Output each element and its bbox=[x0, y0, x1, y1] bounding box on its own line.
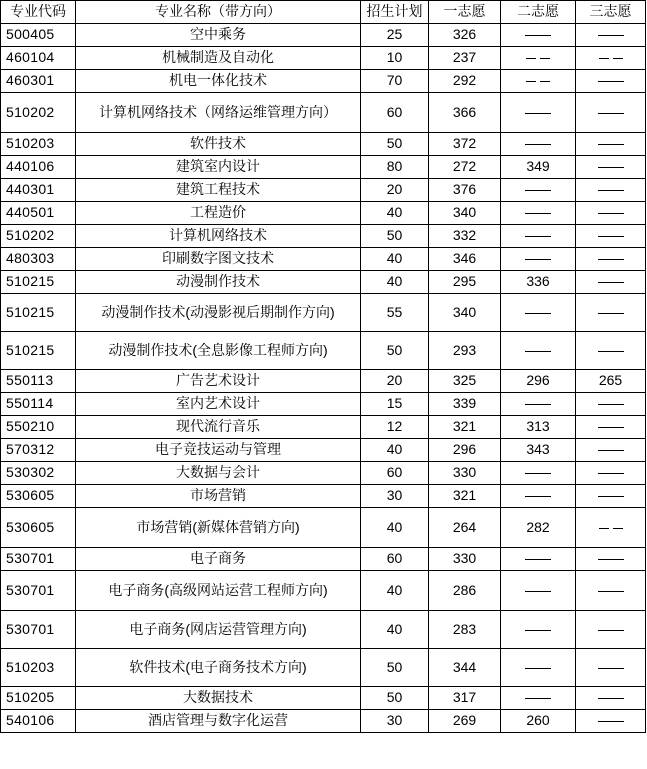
enrollment-plan-cell: 60 bbox=[361, 548, 429, 571]
table-row bbox=[1, 179, 646, 202]
enrollment-plan-cell: 50 bbox=[361, 687, 429, 710]
major-code-cell: 510215 bbox=[1, 271, 76, 294]
table-row bbox=[1, 93, 646, 133]
major-name-cell: 广告艺术设计 bbox=[76, 370, 361, 393]
header-major-code: 专业代码 bbox=[1, 1, 76, 24]
third-choice-cell bbox=[576, 393, 646, 416]
no-score-dash bbox=[598, 712, 624, 728]
third-choice-cell bbox=[576, 462, 646, 485]
second-choice-cell bbox=[501, 485, 576, 508]
major-code-cell: 440501 bbox=[1, 202, 76, 225]
second-choice-cell bbox=[501, 294, 576, 332]
table-row bbox=[1, 156, 646, 179]
second-choice-cell bbox=[501, 248, 576, 271]
second-choice-cell bbox=[501, 687, 576, 710]
second-choice-cell bbox=[501, 649, 576, 687]
second-choice-cell: 349 bbox=[501, 156, 576, 179]
first-choice-cell: 346 bbox=[429, 248, 501, 271]
third-choice-cell bbox=[576, 485, 646, 508]
second-choice-cell bbox=[501, 225, 576, 248]
second-choice-cell bbox=[501, 332, 576, 370]
major-code-cell: 510215 bbox=[1, 294, 76, 332]
major-name-cell: 软件技术(电子商务技术方向) bbox=[76, 649, 361, 687]
enrollment-plan-cell: 40 bbox=[361, 248, 429, 271]
major-code-cell: 460301 bbox=[1, 70, 76, 93]
no-score-dash bbox=[525, 487, 551, 503]
major-name-cell: 酒店管理与数字化运营 bbox=[76, 710, 361, 733]
no-score-dash bbox=[525, 621, 551, 637]
table-row bbox=[1, 271, 646, 294]
no-score-dash bbox=[525, 304, 551, 320]
no-score-dash bbox=[525, 204, 551, 220]
no-score-dash bbox=[525, 582, 551, 598]
enrollment-plan-cell: 50 bbox=[361, 225, 429, 248]
major-code-cell: 530302 bbox=[1, 462, 76, 485]
first-choice-cell: 317 bbox=[429, 687, 501, 710]
major-name-cell: 市场营销 bbox=[76, 485, 361, 508]
no-score-dash bbox=[525, 659, 551, 675]
major-code-cell: 510205 bbox=[1, 687, 76, 710]
major-name-cell: 电子商务(网店运营管理方向) bbox=[76, 611, 361, 649]
table-row bbox=[1, 294, 646, 332]
header-major-name: 专业名称（带方向） bbox=[76, 1, 361, 24]
table-row bbox=[1, 47, 646, 70]
major-name-cell: 软件技术 bbox=[76, 133, 361, 156]
major-code-cell: 570312 bbox=[1, 439, 76, 462]
first-choice-cell: 340 bbox=[429, 202, 501, 225]
first-choice-cell: 325 bbox=[429, 370, 501, 393]
major-code-cell: 510203 bbox=[1, 649, 76, 687]
second-choice-cell bbox=[501, 462, 576, 485]
second-choice-cell: 313 bbox=[501, 416, 576, 439]
no-score-dash bbox=[597, 519, 625, 535]
first-choice-cell: 237 bbox=[429, 47, 501, 70]
no-score-dash bbox=[598, 550, 624, 566]
no-score-dash bbox=[525, 227, 551, 243]
major-name-cell: 电子商务(高级网站运营工程师方向) bbox=[76, 571, 361, 611]
enrollment-plan-cell: 40 bbox=[361, 571, 429, 611]
first-choice-cell: 321 bbox=[429, 416, 501, 439]
enrollment-plan-cell: 50 bbox=[361, 649, 429, 687]
table-row bbox=[1, 225, 646, 248]
header-row bbox=[1, 1, 646, 24]
table-row bbox=[1, 133, 646, 156]
enrollment-plan-cell: 60 bbox=[361, 462, 429, 485]
major-code-cell: 550113 bbox=[1, 370, 76, 393]
third-choice-cell bbox=[576, 332, 646, 370]
major-code-cell: 500405 bbox=[1, 24, 76, 47]
no-score-dash bbox=[598, 181, 624, 197]
enrollment-plan-cell: 80 bbox=[361, 156, 429, 179]
major-code-cell: 510202 bbox=[1, 225, 76, 248]
no-score-dash bbox=[525, 181, 551, 197]
no-score-dash bbox=[598, 418, 624, 434]
no-score-dash bbox=[524, 72, 552, 88]
first-choice-cell: 295 bbox=[429, 271, 501, 294]
second-choice-cell bbox=[501, 133, 576, 156]
third-choice-cell bbox=[576, 179, 646, 202]
no-score-dash bbox=[597, 49, 625, 65]
no-score-dash bbox=[524, 49, 552, 65]
enrollment-plan-cell: 30 bbox=[361, 710, 429, 733]
no-score-dash bbox=[525, 550, 551, 566]
second-choice-cell bbox=[501, 47, 576, 70]
enrollment-plan-cell: 50 bbox=[361, 332, 429, 370]
second-choice-cell bbox=[501, 202, 576, 225]
table-row bbox=[1, 416, 646, 439]
no-score-dash bbox=[598, 104, 624, 120]
no-score-dash bbox=[598, 659, 624, 675]
third-choice-cell bbox=[576, 248, 646, 271]
no-score-dash bbox=[525, 104, 551, 120]
first-choice-cell: 326 bbox=[429, 24, 501, 47]
third-choice-cell bbox=[576, 416, 646, 439]
major-name-cell: 大数据与会计 bbox=[76, 462, 361, 485]
enrollment-plan-cell: 50 bbox=[361, 133, 429, 156]
enrollment-plan-cell: 60 bbox=[361, 93, 429, 133]
major-name-cell: 建筑工程技术 bbox=[76, 179, 361, 202]
table-row bbox=[1, 248, 646, 271]
first-choice-cell: 286 bbox=[429, 571, 501, 611]
second-choice-cell: 260 bbox=[501, 710, 576, 733]
third-choice-cell bbox=[576, 508, 646, 548]
major-code-cell: 440106 bbox=[1, 156, 76, 179]
third-choice-cell bbox=[576, 24, 646, 47]
table-row bbox=[1, 439, 646, 462]
third-choice-cell bbox=[576, 70, 646, 93]
table-row bbox=[1, 70, 646, 93]
enrollment-plan-cell: 20 bbox=[361, 370, 429, 393]
third-choice-cell bbox=[576, 294, 646, 332]
table-row bbox=[1, 485, 646, 508]
first-choice-cell: 372 bbox=[429, 133, 501, 156]
table-row bbox=[1, 571, 646, 611]
table-row bbox=[1, 649, 646, 687]
table-row bbox=[1, 462, 646, 485]
first-choice-cell: 340 bbox=[429, 294, 501, 332]
first-choice-cell: 339 bbox=[429, 393, 501, 416]
enrollment-plan-cell: 40 bbox=[361, 439, 429, 462]
table-row bbox=[1, 393, 646, 416]
no-score-dash bbox=[598, 273, 624, 289]
no-score-dash bbox=[598, 395, 624, 411]
major-name-cell: 印刷数字图文技术 bbox=[76, 248, 361, 271]
no-score-dash bbox=[598, 227, 624, 243]
major-code-cell: 530701 bbox=[1, 548, 76, 571]
third-choice-cell bbox=[576, 93, 646, 133]
major-code-cell: 550210 bbox=[1, 416, 76, 439]
first-choice-cell: 376 bbox=[429, 179, 501, 202]
enrollment-plan-cell: 40 bbox=[361, 202, 429, 225]
table-row bbox=[1, 332, 646, 370]
second-choice-cell bbox=[501, 611, 576, 649]
major-code-cell: 510203 bbox=[1, 133, 76, 156]
no-score-dash bbox=[598, 689, 624, 705]
no-score-dash bbox=[598, 304, 624, 320]
major-name-cell: 建筑室内设计 bbox=[76, 156, 361, 179]
first-choice-cell: 332 bbox=[429, 225, 501, 248]
second-choice-cell bbox=[501, 24, 576, 47]
third-choice-cell bbox=[576, 225, 646, 248]
third-choice-cell bbox=[576, 571, 646, 611]
first-choice-cell: 344 bbox=[429, 649, 501, 687]
first-choice-cell: 330 bbox=[429, 548, 501, 571]
second-choice-cell bbox=[501, 93, 576, 133]
table-row bbox=[1, 710, 646, 733]
third-choice-cell bbox=[576, 439, 646, 462]
major-code-cell: 510202 bbox=[1, 93, 76, 133]
third-choice-cell bbox=[576, 202, 646, 225]
table-row bbox=[1, 548, 646, 571]
second-choice-cell: 336 bbox=[501, 271, 576, 294]
second-choice-cell bbox=[501, 548, 576, 571]
major-name-cell: 动漫制作技术(动漫影视后期制作方向) bbox=[76, 294, 361, 332]
second-choice-cell bbox=[501, 393, 576, 416]
no-score-dash bbox=[525, 26, 551, 42]
table-row bbox=[1, 202, 646, 225]
major-code-cell: 530701 bbox=[1, 611, 76, 649]
no-score-dash bbox=[598, 158, 624, 174]
second-choice-cell bbox=[501, 571, 576, 611]
no-score-dash bbox=[598, 441, 624, 457]
no-score-dash bbox=[598, 582, 624, 598]
major-name-cell: 计算机网络技术（网络运维管理方向） bbox=[76, 93, 361, 133]
major-code-cell: 540106 bbox=[1, 710, 76, 733]
no-score-dash bbox=[598, 487, 624, 503]
no-score-dash bbox=[598, 621, 624, 637]
enrollment-plan-cell: 30 bbox=[361, 485, 429, 508]
major-code-cell: 480303 bbox=[1, 248, 76, 271]
enrollment-plan-cell: 20 bbox=[361, 179, 429, 202]
major-name-cell: 室内艺术设计 bbox=[76, 393, 361, 416]
second-choice-cell bbox=[501, 179, 576, 202]
major-name-cell: 计算机网络技术 bbox=[76, 225, 361, 248]
third-choice-cell bbox=[576, 710, 646, 733]
first-choice-cell: 366 bbox=[429, 93, 501, 133]
major-name-cell: 动漫制作技术(全息影像工程师方向) bbox=[76, 332, 361, 370]
no-score-dash bbox=[525, 395, 551, 411]
header-third-choice: 三志愿 bbox=[576, 1, 646, 24]
no-score-dash bbox=[525, 689, 551, 705]
first-choice-cell: 292 bbox=[429, 70, 501, 93]
major-name-cell: 动漫制作技术 bbox=[76, 271, 361, 294]
third-choice-cell bbox=[576, 548, 646, 571]
second-choice-cell: 343 bbox=[501, 439, 576, 462]
enrollment-plan-cell: 55 bbox=[361, 294, 429, 332]
table-row bbox=[1, 370, 646, 393]
table-row bbox=[1, 508, 646, 548]
no-score-dash bbox=[598, 72, 624, 88]
major-name-cell: 大数据技术 bbox=[76, 687, 361, 710]
table-row bbox=[1, 24, 646, 47]
major-name-cell: 工程造价 bbox=[76, 202, 361, 225]
first-choice-cell: 269 bbox=[429, 710, 501, 733]
no-score-dash bbox=[598, 204, 624, 220]
enrollment-plan-cell: 40 bbox=[361, 611, 429, 649]
no-score-dash bbox=[598, 135, 624, 151]
third-choice-cell bbox=[576, 687, 646, 710]
no-score-dash bbox=[598, 464, 624, 480]
second-choice-cell bbox=[501, 70, 576, 93]
enrollment-plan-cell: 10 bbox=[361, 47, 429, 70]
third-choice-cell bbox=[576, 156, 646, 179]
third-choice-cell bbox=[576, 611, 646, 649]
major-name-cell: 电子商务 bbox=[76, 548, 361, 571]
first-choice-cell: 264 bbox=[429, 508, 501, 548]
major-name-cell: 空中乘务 bbox=[76, 24, 361, 47]
no-score-dash bbox=[525, 464, 551, 480]
third-choice-cell bbox=[576, 47, 646, 70]
major-code-cell: 530605 bbox=[1, 485, 76, 508]
table-row bbox=[1, 611, 646, 649]
first-choice-cell: 272 bbox=[429, 156, 501, 179]
first-choice-cell: 330 bbox=[429, 462, 501, 485]
table-row bbox=[1, 687, 646, 710]
no-score-dash bbox=[598, 250, 624, 266]
third-choice-cell bbox=[576, 271, 646, 294]
major-code-cell: 440301 bbox=[1, 179, 76, 202]
major-name-cell: 机械制造及自动化 bbox=[76, 47, 361, 70]
enrollment-plan-cell: 15 bbox=[361, 393, 429, 416]
enrollment-plan-cell: 25 bbox=[361, 24, 429, 47]
third-choice-cell bbox=[576, 649, 646, 687]
enrollment-plan-cell: 40 bbox=[361, 271, 429, 294]
major-name-cell: 现代流行音乐 bbox=[76, 416, 361, 439]
first-choice-cell: 293 bbox=[429, 332, 501, 370]
first-choice-cell: 321 bbox=[429, 485, 501, 508]
enrollment-plan-cell: 12 bbox=[361, 416, 429, 439]
major-name-cell: 机电一体化技术 bbox=[76, 70, 361, 93]
no-score-dash bbox=[525, 342, 551, 358]
no-score-dash bbox=[525, 135, 551, 151]
no-score-dash bbox=[525, 250, 551, 266]
third-choice-cell: 265 bbox=[576, 370, 646, 393]
third-choice-cell bbox=[576, 133, 646, 156]
major-code-cell: 510215 bbox=[1, 332, 76, 370]
enrollment-plan-cell: 70 bbox=[361, 70, 429, 93]
second-choice-cell: 296 bbox=[501, 370, 576, 393]
header-first-choice: 一志愿 bbox=[429, 1, 501, 24]
major-name-cell: 市场营销(新媒体营销方向) bbox=[76, 508, 361, 548]
header-enrollment-plan: 招生计划 bbox=[361, 1, 429, 24]
major-code-cell: 530605 bbox=[1, 508, 76, 548]
major-code-cell: 460104 bbox=[1, 47, 76, 70]
enrollment-plan-cell: 40 bbox=[361, 508, 429, 548]
major-name-cell: 电子竞技运动与管理 bbox=[76, 439, 361, 462]
first-choice-cell: 283 bbox=[429, 611, 501, 649]
no-score-dash bbox=[598, 26, 624, 42]
first-choice-cell: 296 bbox=[429, 439, 501, 462]
header-second-choice: 二志愿 bbox=[501, 1, 576, 24]
no-score-dash bbox=[598, 342, 624, 358]
major-code-cell: 550114 bbox=[1, 393, 76, 416]
major-code-cell: 530701 bbox=[1, 571, 76, 611]
second-choice-cell: 282 bbox=[501, 508, 576, 548]
table-body bbox=[1, 24, 646, 733]
